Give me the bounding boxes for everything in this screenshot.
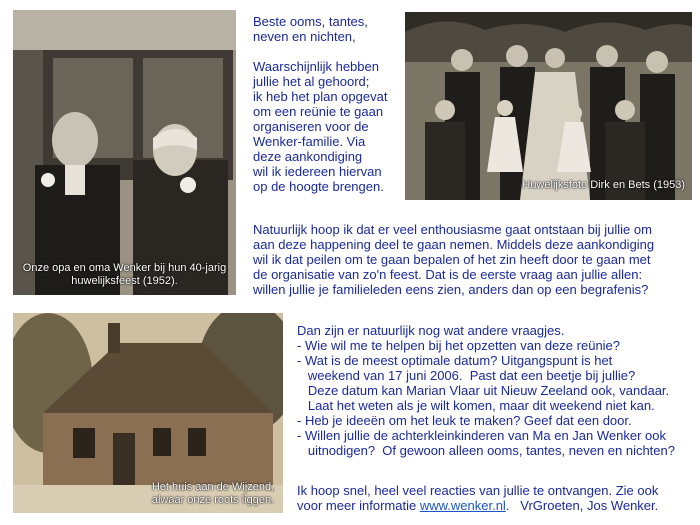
intro-line: Wenker-familie. Via <box>253 134 366 149</box>
intro-line: ik heb het plan opgevat <box>253 89 388 104</box>
question-line: - Heb je ideeën om het leuk te maken? Geef dat een door. <box>297 413 632 428</box>
intro-text <box>253 14 403 194</box>
intro-line: om een reünie te gaan <box>253 104 384 119</box>
question-line: Dan zijn er natuurlijk nog wat andere vraagjes. <box>297 323 565 338</box>
paragraph1-line: aan deze happening deel te gaan nemen. Middels deze aankondiging <box>253 237 655 252</box>
couple-caption: Onze opa en oma Wenker bij hun 40-jarig huwelijksfeest (1952). <box>22 262 227 287</box>
intro-line: neven en nichten, <box>253 29 356 44</box>
paragraph1-line: wil ik dat peilen om te gaan bepalen of het zin heeft door te gaan met <box>253 252 651 267</box>
intro-line <box>253 44 403 59</box>
couple-photo <box>13 10 236 295</box>
wedding-photo <box>405 12 692 200</box>
paragraph-enthusiasm <box>253 222 693 297</box>
closing-text <box>297 483 697 513</box>
question-line: - Willen jullie de achterkleinkinderen van Ma en Jan Wenker ook <box>297 428 667 443</box>
question-line: Deze datum kan Marian Vlaar uit Nieuw Zeeland ook, vandaar. <box>297 383 670 398</box>
couple-photo-image <box>13 10 236 295</box>
house-caption: Het huis aan de Wijzend, alwaar onze roots liggen. <box>151 481 275 506</box>
closing-prefix: voor meer informatie <box>297 498 420 513</box>
question-line: weekend van 17 juni 2006. Past dat een beetje bij jullie? <box>297 368 636 383</box>
paragraph1-line: Natuurlijk hoop ik dat er veel enthousiasme gaat ontstaan bij jullie om <box>253 222 652 237</box>
house-photo <box>13 313 283 513</box>
intro-line: deze aankondiging <box>253 149 363 164</box>
wenker-website-link[interactable]: www.wenker.nl <box>419 498 506 513</box>
question-line: Laat het weten als je wilt komen, maar dit weekend niet kan. <box>297 398 655 413</box>
question-line: - Wat is de meest optimale datum? Uitgangspunt is het <box>297 353 613 368</box>
wedding-photo-image <box>405 12 692 200</box>
intro-line: op de hoogte brengen. <box>253 179 384 194</box>
intro-line: Waarschijnlijk hebben <box>253 59 379 74</box>
wedding-caption: Huwelijksfoto Dirk en Bets (1953) <box>522 179 685 191</box>
closing-line-2 <box>297 498 697 513</box>
questions-text <box>297 323 697 458</box>
intro-line: Beste ooms, tantes, <box>253 14 368 29</box>
paragraph1-line: de organisatie van zo'n feest. Dat is de eerste vraag aan jullie allen: <box>253 267 643 282</box>
closing-line-1: Ik hoop snel, heel veel reacties van jullie te ontvangen. Zie ook <box>297 483 659 498</box>
question-line: - Wie wil me te helpen bij het opzetten van deze reünie? <box>297 338 621 353</box>
intro-line: organiseren voor de <box>253 119 369 134</box>
closing-signature: . VrGroeten, Jos Wenker. <box>505 498 659 513</box>
intro-line: wil ik iedereen hiervan <box>253 164 382 179</box>
intro-line: jullie het al gehoord; <box>253 74 370 89</box>
paragraph1-line: willen jullie je familieleden eens zien, anders dan op een begrafenis? <box>253 282 649 297</box>
question-line: uitnodigen? Of gewoon alleen ooms, tantes, neven en nichten? <box>297 443 675 458</box>
